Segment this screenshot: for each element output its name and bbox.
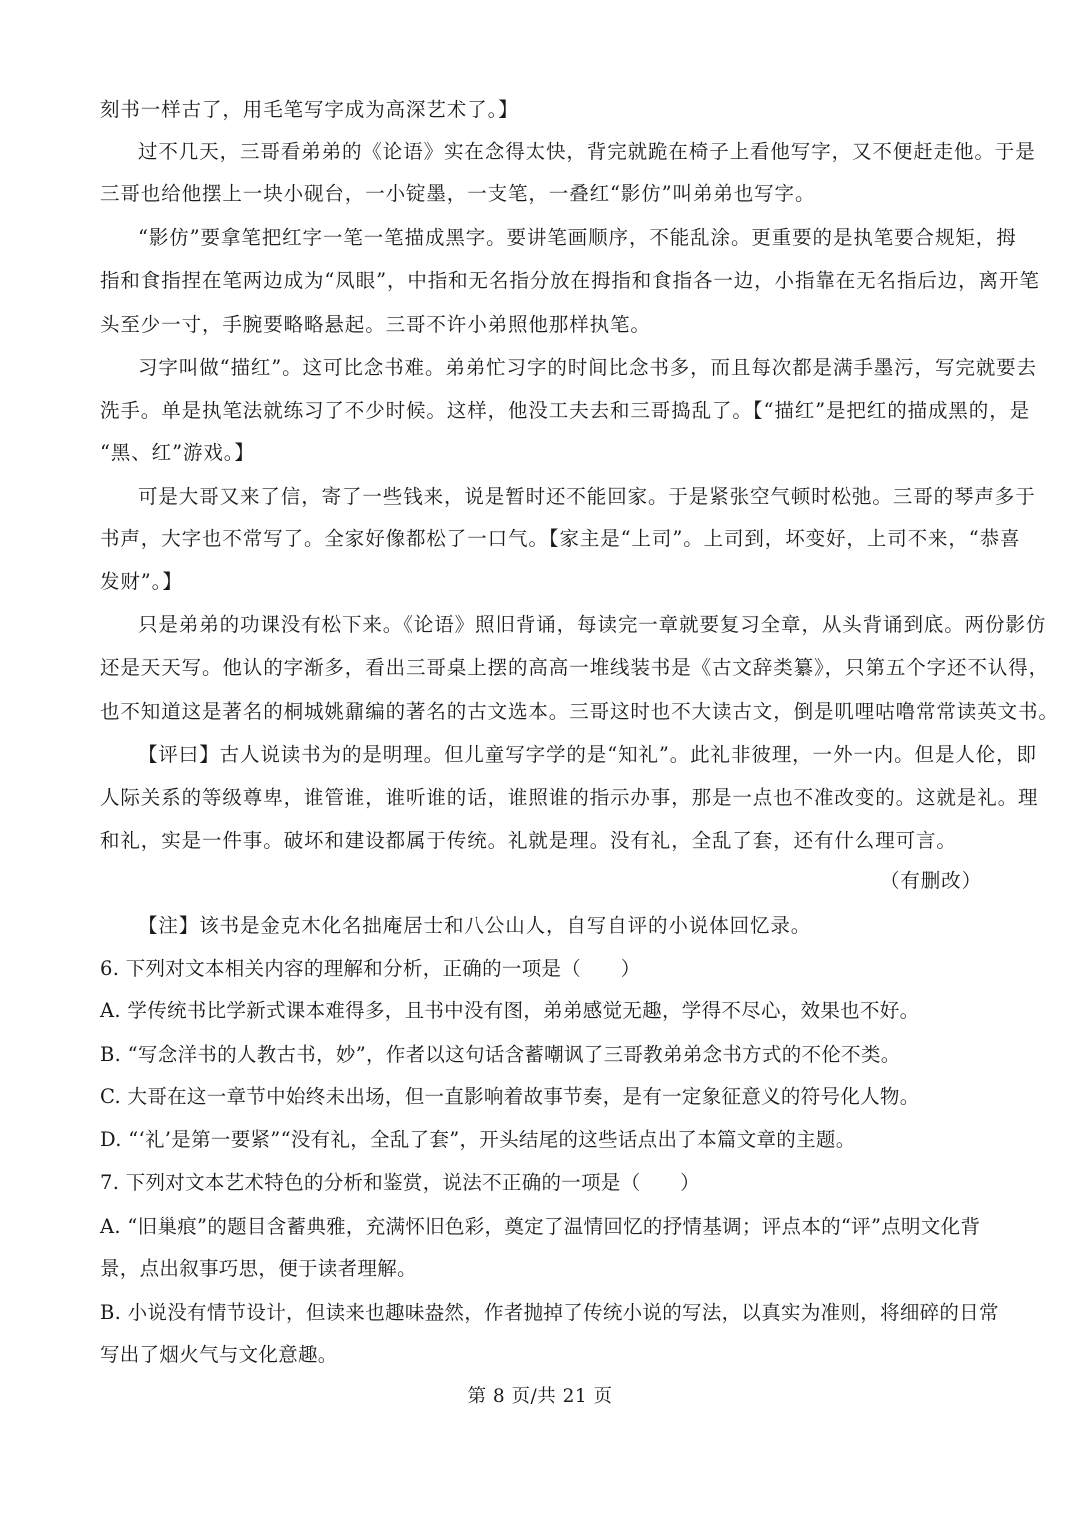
question-6-option-d: D. “‘礼’是第一要紧”“没有礼，全乱了套”，开头结尾的这些话点出了本篇文章的主题。: [100, 1128, 856, 1151]
commentary-line: 人际关系的等级尊卑，谁管谁，谁听谁的话，谁照谁的指示办事，那是一点也不准改变的。这就是礼。理: [100, 786, 1039, 809]
passage-line: 只是弟弟的功课没有松下来。《论语》照旧背诵，每读完一章就要复习全章，从头背诵到底。两份影仿: [138, 613, 1047, 636]
source-note: （有删改）: [879, 869, 982, 892]
commentary-line: 【评曰】古人说读书为的是明理。但儿童写字学的是“知礼”。此礼非彼理，一外一内。但是人伦，即: [138, 743, 1037, 766]
passage-line: 三哥也给他摆上一块小砚台，一小锭墨，一支笔，一叠红“影仿”叫弟弟也写字。: [100, 182, 816, 205]
passage-line: 书声，大字也不常写了。全家好像都松了一口气。【家主是“上司”。上司到，坏变好，上司不来，“恭喜: [100, 527, 1021, 550]
passage-line: 可是大哥又来了信，寄了一些钱来，说是暂时还不能回家。于是紧张空气顿时松弛。三哥的琴声多于: [138, 485, 1036, 508]
question-6-option-a: A. 学传统书比学新式课本难得多，且书中没有图，弟弟感觉无趣，学得不尽心，效果也不好。: [100, 999, 920, 1022]
commentary-line: 和礼，实是一件事。破坏和建设都属于传统。礼就是理。没有礼，全乱了套，还有什么理可言。: [100, 829, 957, 852]
question-7-stem: 7. 下列对文本艺术特色的分析和鉴赏，说法不正确的一项是（ ）: [100, 1171, 700, 1194]
passage-line: 头至少一寸，手腕要略略悬起。三哥不许小弟照他那样执笔。: [100, 313, 651, 336]
passage-line: “黑、红”游戏。】: [100, 441, 255, 464]
question-6-option-b: B. “写念洋书的人教古书，妙”，作者以这句话含蓄嘲讽了三哥教弟弟念书方式的不伦不类。: [100, 1043, 901, 1066]
question-7-option-b: B. 小说没有情节设计，但读来也趣味盎然，作者抛掉了传统小说的写法，以真实为准则，将细碎的日常: [100, 1301, 999, 1324]
passage-line: 发财”。】: [100, 570, 183, 593]
passage-line: “影仿”要拿笔把红字一笔一笔描成黑字。要讲笔画顺序，不能乱涂。更重要的是执笔要合规矩，拇: [138, 226, 1017, 249]
passage-line: 还是天天写。他认的字渐多，看出三哥桌上摆的高高一堆线装书是《古文辞类纂》，只第五个字还不认得，: [100, 656, 1050, 679]
page-number-footer: 第 8 页/共 21 页: [467, 1386, 613, 1407]
passage-line: 也不知道这是著名的桐城姚鼐编的著名的古文选本。三哥这时也不大读古文，倒是叽哩咕噜常常读英文书。: [100, 700, 1059, 723]
passage-line: 指和食指捏在笔两边成为“凤眼”，中指和无名指分放在拇指和食指各一边，小指靠在无名指后边，离开笔: [100, 269, 1040, 292]
question-7-option-a-cont: 景，点出叙事巧思，便于读者理解。: [100, 1257, 417, 1280]
question-7-option-b-cont: 写出了烟火气与文化意趣。: [100, 1343, 338, 1366]
question-6-option-c: C. 大哥在这一章节中始终未出场，但一直影响着故事节奏，是有一定象征意义的符号化人物。: [100, 1085, 920, 1108]
footnote: 【注】该书是金克木化名拙庵居士和八公山人，自写自评的小说体回忆录。: [138, 914, 812, 937]
passage-line: 洗手。单是执笔法就练习了不少时候。这样，他没工夫去和三哥捣乱了。【“描红”是把红的描成黑的，是: [100, 399, 1030, 422]
passage-line: 习字叫做“描红”。这可比念书难。弟弟忙习字的时间比念书多，而且每次都是满手墨污，写完就要去: [138, 356, 1037, 379]
question-6-stem: 6. 下列对文本相关内容的理解和分析，正确的一项是（ ）: [100, 957, 641, 980]
passage-line: 过不几天，三哥看弟弟的《论语》实在念得太快，背完就跪在椅子上看他写字，又不便赶走他。于是: [138, 140, 1036, 163]
question-7-option-a: A. “旧巢痕”的题目含蓄典雅，充满怀旧色彩，奠定了温情回忆的抒情基调；评点本的“评”点明文化背: [100, 1215, 981, 1238]
passage-line: 刻书一样古了，用毛笔写字成为高深艺术了。】: [100, 98, 519, 121]
